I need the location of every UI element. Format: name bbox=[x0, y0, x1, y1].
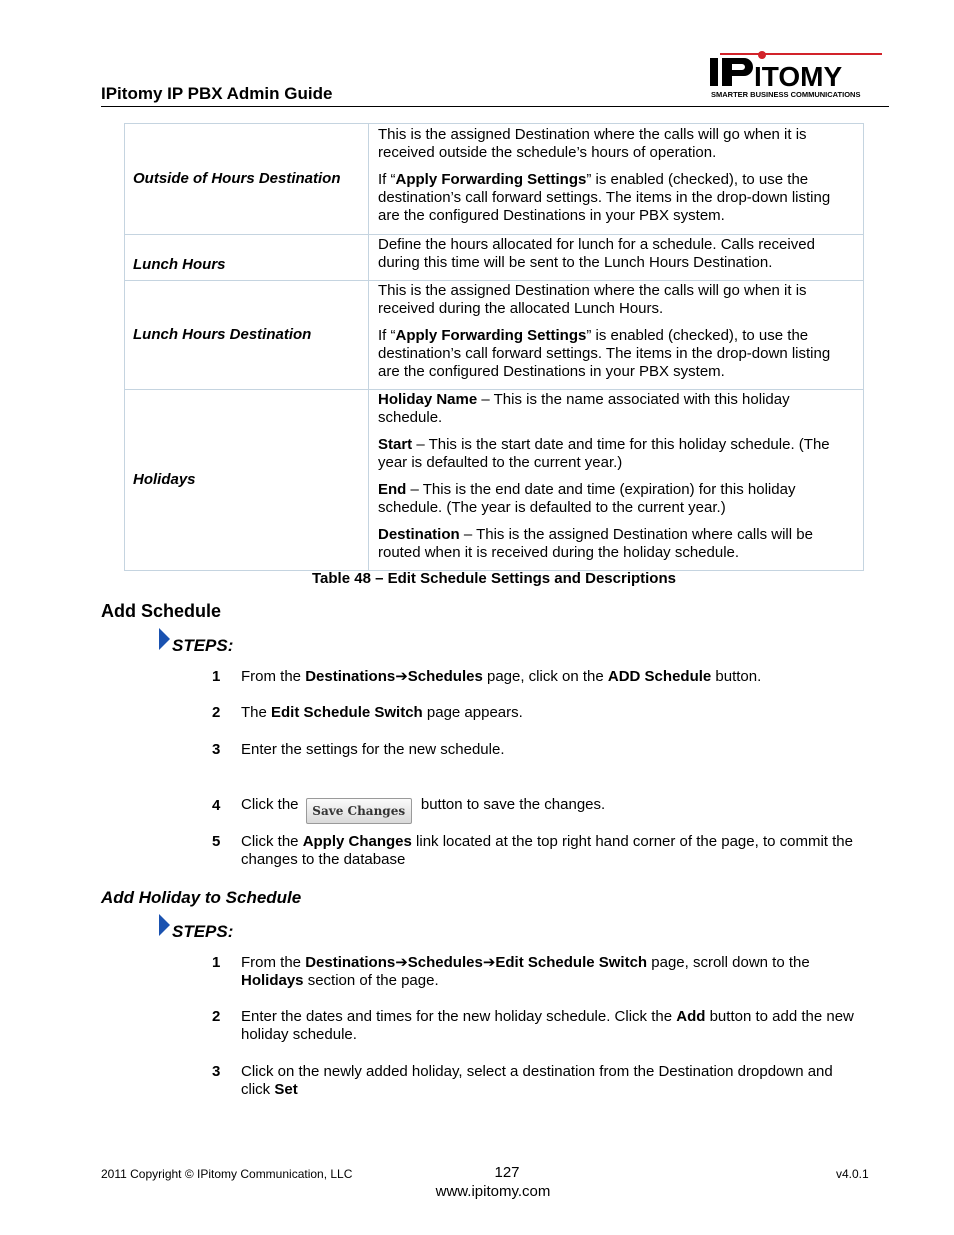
table-row bbox=[125, 124, 864, 235]
step-text: From the Destinations➔Schedules➔Edit Schedule Switch page, scroll down to the Holidays section of the page. bbox=[241, 954, 810, 989]
step-text: Click on the newly added holiday, select a destination from the Destination dropdown and click Set bbox=[241, 1063, 833, 1098]
triangle-bullet-icon bbox=[159, 914, 170, 936]
step-number: 4 bbox=[212, 797, 221, 814]
right-arrow-icon: ➔ bbox=[482, 954, 496, 971]
step-number: 1 bbox=[212, 954, 221, 971]
step-number: 3 bbox=[212, 1063, 221, 1080]
step-number: 3 bbox=[212, 741, 221, 758]
setting-name: Lunch Hours Destination bbox=[125, 281, 369, 390]
save-changes-button[interactable]: Save Changes bbox=[306, 798, 412, 824]
step-text: Click the Apply Changes link located at the top right hand corner of the page, to commit the changes to the database bbox=[241, 833, 853, 868]
svg-text:SMARTER BUSINESS COMMUNICATION: SMARTER BUSINESS COMMUNICATIONS bbox=[711, 90, 861, 99]
step-text: The Edit Schedule Switch page appears. bbox=[241, 704, 523, 721]
table-caption: Table 48 – Edit Schedule Settings and Descriptions bbox=[312, 570, 676, 587]
header-divider bbox=[101, 106, 889, 107]
setting-description: Define the hours allocated for lunch for a schedule. Calls received during this time will be sent to the Lunch Hours Destination. bbox=[369, 235, 864, 281]
setting-name: Lunch Hours bbox=[125, 235, 369, 281]
step-text: Click the Save Changes button to save the changes. bbox=[241, 782, 866, 828]
step-text: Enter the dates and times for the new holiday schedule. Click the Add button to add the new holiday schedule. bbox=[241, 1008, 854, 1043]
document-title: IPitomy IP PBX Admin Guide bbox=[101, 84, 333, 103]
step-number: 1 bbox=[212, 668, 221, 685]
right-arrow-icon: ➔ bbox=[395, 668, 408, 685]
setting-name: Holidays bbox=[125, 390, 369, 571]
setting-description: Holiday Name – This is the name associated with this holiday schedule. Start – This is the start date and time for this holiday schedule. (The year is defaulted to the current year.) End – This is the end date and time (expiration) for this holiday schedule. (The year is defaulted to the current year.) Destination – This is the assigned Destination where calls will be routed when it is received during the holiday schedule. bbox=[369, 390, 864, 571]
section-heading-add-holiday: Add Holiday to Schedule bbox=[101, 888, 302, 907]
table-row bbox=[125, 390, 864, 571]
svg-text:ITOMY: ITOMY bbox=[754, 61, 843, 92]
steps-label: STEPS: bbox=[172, 922, 233, 942]
triangle-bullet-icon bbox=[159, 628, 170, 650]
step-number: 5 bbox=[212, 833, 221, 850]
setting-description: This is the assigned Destination where the calls will go when it is received outside the schedule’s hours of operation. If “Apply Forwarding Settings” is enabled (checked), to use the destination’s call forward settings. The items in the drop-down listing are the configured Destinations in your PBX system. bbox=[369, 124, 864, 235]
ipitomy-logo bbox=[708, 50, 886, 100]
table-row bbox=[125, 235, 864, 281]
step-number: 2 bbox=[212, 1008, 221, 1025]
step-text: Enter the settings for the new schedule. bbox=[241, 741, 505, 758]
table-row bbox=[125, 281, 864, 390]
footer-version: v4.0.1 bbox=[836, 1167, 869, 1181]
settings-table bbox=[124, 123, 864, 571]
footer-copyright: 2011 Copyright © IPitomy Communication, LLC bbox=[101, 1167, 353, 1181]
right-arrow-icon: ➔ bbox=[395, 954, 408, 971]
footer-url: www.ipitomy.com bbox=[435, 1183, 551, 1200]
section-heading-add-schedule: Add Schedule bbox=[101, 601, 222, 621]
setting-name: Outside of Hours Destination bbox=[125, 124, 369, 235]
page-number: 127 bbox=[494, 1164, 520, 1181]
step-number: 2 bbox=[212, 704, 221, 721]
steps-label: STEPS: bbox=[172, 636, 233, 656]
step-text: From the Destinations➔Schedules page, click on the ADD Schedule button. bbox=[241, 668, 762, 685]
setting-description: This is the assigned Destination where the calls will go when it is received during the allocated Lunch Hours. If “Apply Forwarding Settings” is enabled (checked), to use the destination’s call forward settings. The items in the drop-down listing are the configured Destinations in your PBX system. bbox=[369, 281, 864, 390]
